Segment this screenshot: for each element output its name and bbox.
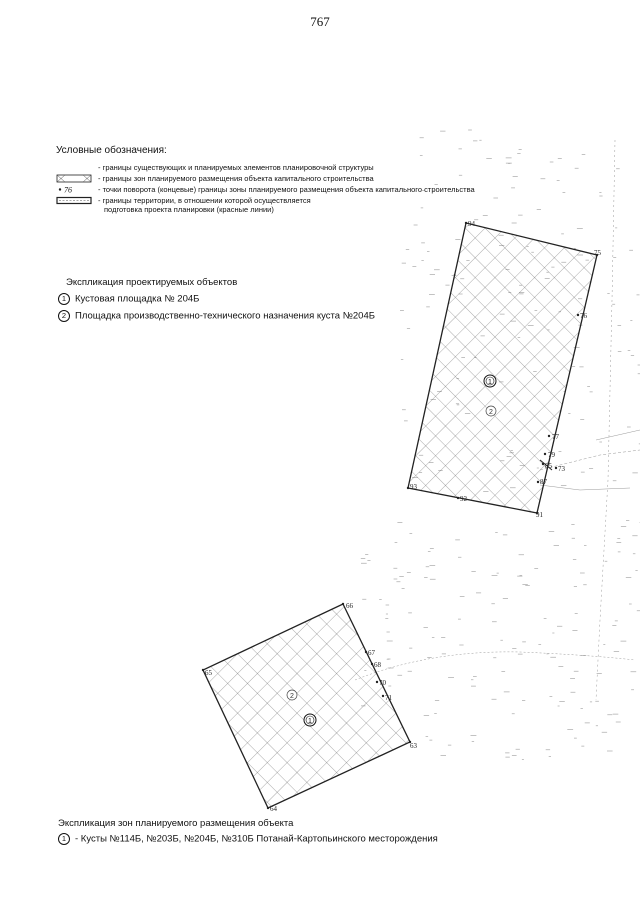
point-85: 85 [545,462,552,470]
zone-item-1 [58,833,438,845]
object-item-1-text: Кустовая площадка № 204Б [75,293,200,305]
object-item-2-number: 2 [58,310,70,322]
point-94: 94 [468,220,475,228]
point-91: 91 [536,511,543,519]
point-73: 73 [558,465,565,473]
zone-item-1-text: - Кусты №114Б, №203Б, №204Б, №310Б Потанай-Картопьинского месторождения [75,833,438,845]
point-67: 67 [368,649,375,657]
zones-explication-title: Экспликация зон планируемого размещения объекта [58,818,294,829]
point-70: 70 [379,679,386,687]
zone-item-1-number: 1 [58,833,70,845]
point-75: 75 [594,249,601,257]
object-marker-upper-2: 2 [489,409,493,416]
legend-zone-text: - границы зон планируемого размещения объекта капитального строительства [98,174,374,183]
point-93: 93 [410,483,417,491]
point-63: 63 [410,742,417,750]
point-71: 71 [385,694,392,702]
point-87: 87 [540,478,547,486]
point-77: 77 [552,433,559,441]
legend-structure-text: - границы существующих и планируемых элементов планировочной структуры [98,163,374,172]
point-79: 79 [548,451,555,459]
upper-zone [408,223,597,513]
zone-marker-upper-1: 1 [488,379,492,386]
point-76: 76 [580,312,587,320]
point-68: 68 [374,661,381,669]
point-92: 92 [460,495,467,503]
legend-red-lines-text-2: подготовка проекта планировки (красные линии) [104,205,274,214]
objects-explication-title: Экспликация проектируемых объектов [66,277,238,288]
object-item-2-text: Площадка производственно-технического назначения куста №204Б [75,310,375,322]
legend-points-text: - точки поворота (концевые) границы зоны планируемого размещения объекта капитального строительства [98,185,475,194]
legend-point-number: 76 [64,185,72,194]
point-66: 66 [346,602,353,610]
legend-title: Условные обозначения: [56,145,167,156]
legend-red-lines-text: - границы территории, в отношении которой осуществляется [98,196,311,205]
zone-marker-lower-1: 1 [308,718,312,725]
point-64: 64 [270,805,277,813]
object-item-1-number: 1 [58,293,70,305]
page-number: 767 [310,14,330,29]
lower-zone [203,604,410,808]
point-65: 65 [205,669,212,677]
object-marker-lower-2: 2 [290,693,294,700]
